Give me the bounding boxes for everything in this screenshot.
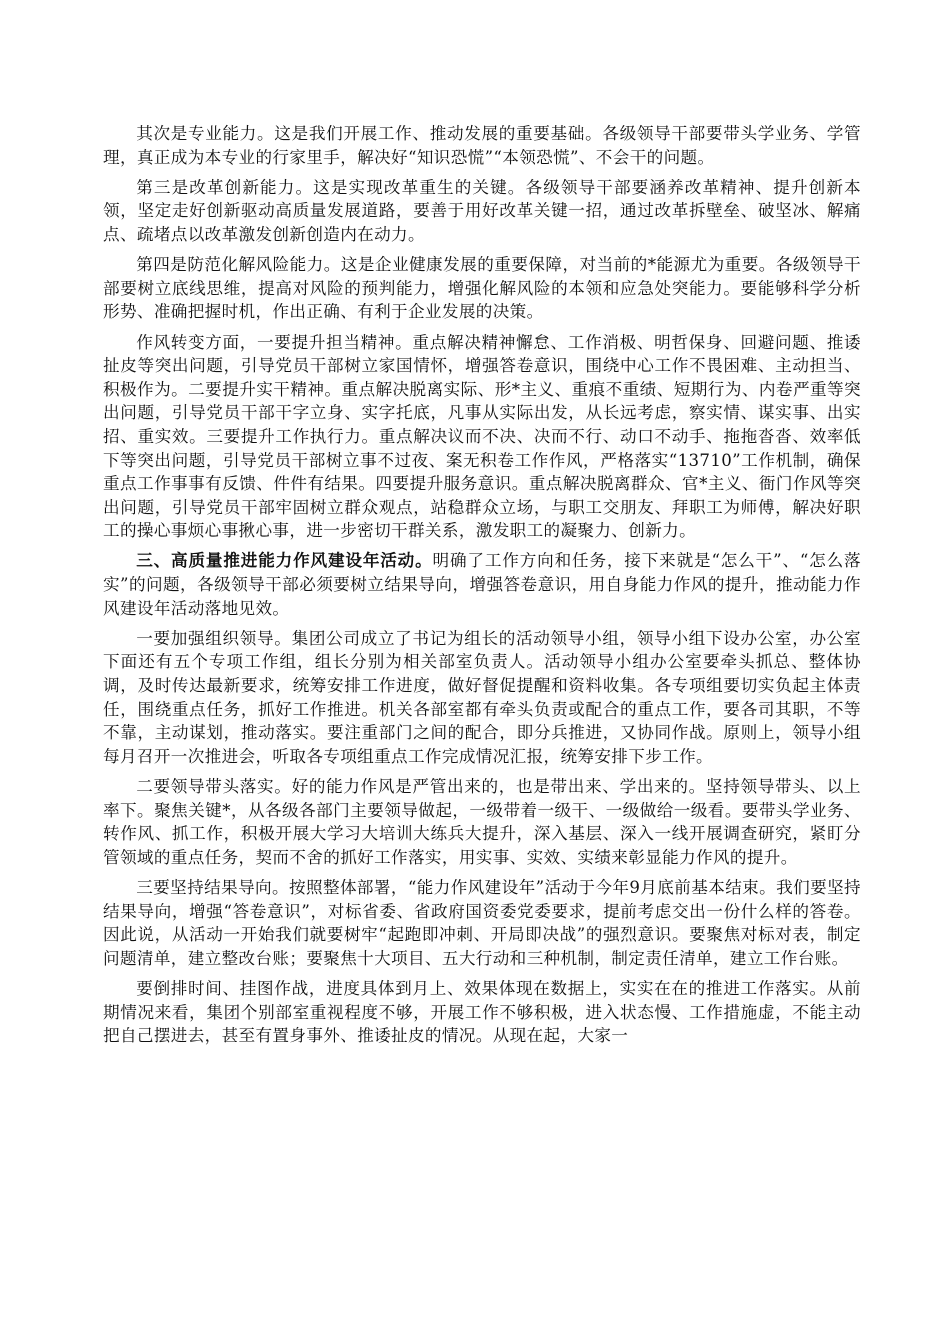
paragraph xyxy=(103,122,861,169)
paragraph xyxy=(103,627,861,769)
paragraph xyxy=(103,253,861,324)
paragraph-text: 第三是改革创新能力。这是实现改革重生的关键。各级领导干部要涵养改革精神、提升创新本领，坚定走好创新驱动高质量发展道路，要善于用好改革关键一招，通过改革拆壁垒、破坚冰、解痛点、疏堵点以改革激发创新创造内在动力。 xyxy=(103,177,861,244)
paragraph-text: 明确了工作方向和任务，接下来就是“怎么干”、“怎么落实”的问题，各级领导干部必须要树立结果导向，增强答卷意识，用自身能力作风的提升，推动能力作风建设年活动落地见效。 xyxy=(103,551,861,618)
section-heading-paragraph xyxy=(103,549,861,620)
paragraph-text: 第四是防范化解风险能力。这是企业健康发展的重要保障，对当前的*能源尤为重要。各级领导干部要树立底线思维，提高对风险的预判能力，增强化解风险的本领和应急处突能力。要能够科学分析形势、准确把握时机，作出正确、有利于企业发展的决策。 xyxy=(103,255,861,322)
paragraph-text: 作风转变方面，一要提升担当精神。重点解决精神懈怠、工作消极、明哲保身、回避问题、推诿扯皮等突出问题，引导党员干部树立家国情怀，增强答卷意识，围绕中心工作不畏困难、主动担当、积极作为。二要提升实干精神。重点解决脱离实际、形*主义、重痕不重绩、短期行为、内卷严重等突出问题，引导党员干部干字立身、实字托底，凡事从实际出发，从长远考虑，察实情、谋实事、出实招、重实效。三要提升工作执行力。重点解决议而不决、决而不行、动口不动手、拖拖沓沓、效率低下等突出问题，引导党员干部树立事不过夜、案无积卷工作作风，严格落实“13710”工作机制，确保重点工作事事有反馈、件件有结果。四要提升服务意识。重点解决脱离群众、官*主义、衙门作风等突出问题，引导党员干部牢固树立群众观点，站稳群众立场，与职工交朋友、拜职工为师傅，解决好职工的操心事烦心事揪心事，进一步密切干群关系，激发职工的凝聚力、创新力。 xyxy=(103,332,861,541)
paragraph xyxy=(103,977,861,1048)
section-heading: 三、高质量推进能力作风建设年活动。 xyxy=(136,550,433,571)
paragraph xyxy=(103,331,861,543)
paragraph-text: 三要坚持结果导向。按照整体部署，“能力作风建设年”活动于今年9月底前基本结束。我们要坚持结果导向，增强“答卷意识”，对标省委、省政府国资委党委要求，提前考虑交出一份什么样的答卷。因此说，从活动一开始我们就要树牢“起跑即冲刺、开局即决战”的强烈意识。要聚焦对标对表，制定问题清单，建立整改台账；要聚焦十大项目、五大行动和三种机制，制定责任清单，建立工作台账。 xyxy=(103,877,861,968)
paragraph xyxy=(103,176,861,247)
paragraph-text: 要倒排时间、挂图作战，进度具体到月上、效果体现在数据上，实实在在的推进工作落实。从前期情况来看，集团个别部室重视程度不够，开展工作不够积极，进入状态慢、工作措施虚，不能主动把自己摆进去，甚至有置身事外、推诿扯皮的情况。从现在起，大家一 xyxy=(103,978,861,1046)
paragraph-text: 其次是专业能力。这是我们开展工作、推动发展的重要基础。各级领导干部要带头学业务、学管理，真正成为本专业的行家里手，解决好“知识恐慌”“本领恐慌”、不会干的问题。 xyxy=(103,124,861,167)
paragraph xyxy=(103,876,861,970)
paragraph-text: 二要领导带头落实。好的能力作风是严管出来的，也是带出来、学出来的。坚持领导带头、以上率下。聚焦关键*，从各级各部门主要领导做起，一级带着一级干、一级做给一级看。要带头学业务、转作风、抓工作，积极开展大学习大培训大练兵大提升，深入基层、深入一线开展调查研究，紧盯分管领域的重点任务，契而不舍的抓好工作落实，用实事、实效、实绩来彰显能力作风的提升。 xyxy=(103,777,861,867)
document-body xyxy=(103,122,861,1054)
paragraph xyxy=(103,775,861,869)
paragraph-text: 一要加强组织领导。集团公司成立了书记为组长的活动领导小组，领导小组下设办公室，办公室下面还有五个专项工作组，组长分别为相关部室负责人。活动领导小组办公室要牵头抓总、整体协调，及时传达最新要求，统筹安排工作进度，做好督促提醒和资料收集。各专项组要切实负起主体责任，围绕重点任务，抓好工作推进。机关各部室都有牵头负责或配合的重点工作，要各司其职，不等不靠，主动谋划，推动落实。要注重部门之间的配合，即分兵推进，又协同作战。原则上，领导小组每月召开一次推进会，听取各专项组重点工作完成情况汇报，统筹安排下步工作。 xyxy=(103,628,861,766)
